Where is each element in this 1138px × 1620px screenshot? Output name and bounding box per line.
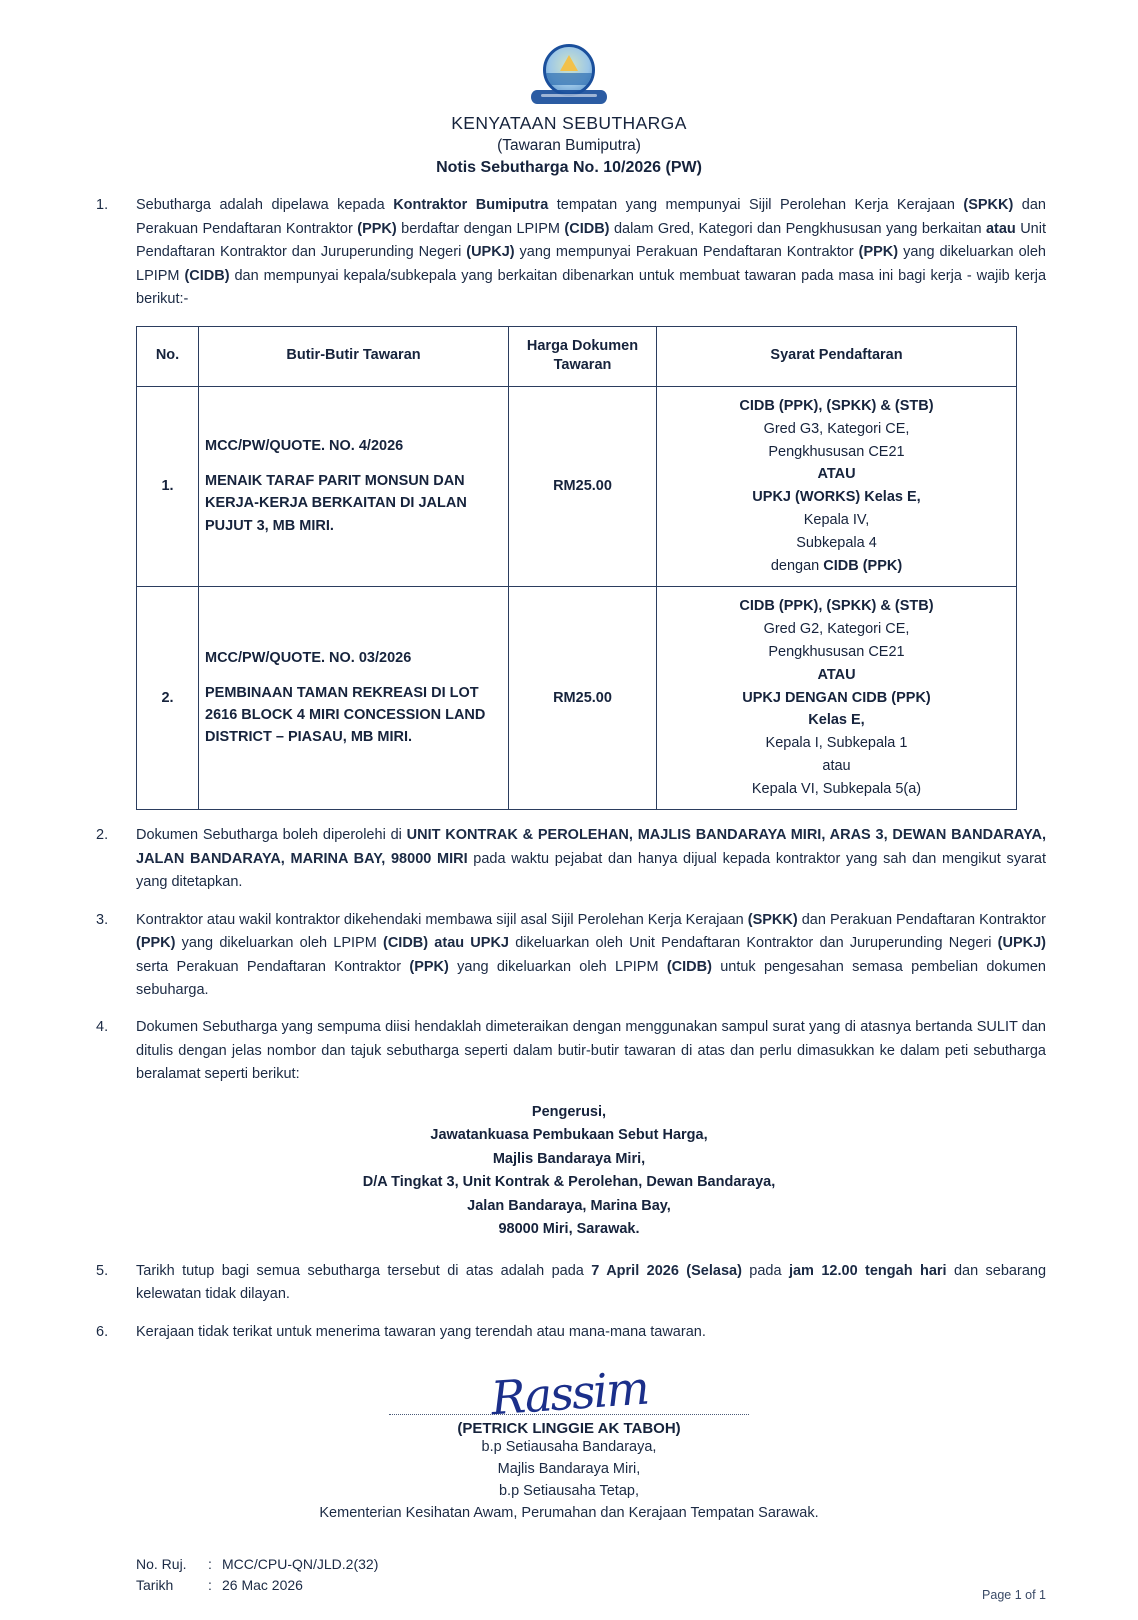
table-row (137, 586, 1017, 809)
text-run: dan Perakuan Pendaftaran Kontraktor (136, 197, 1046, 237)
crest-container (92, 44, 1046, 106)
requirement-line: CIDB (PPK), (SPKK) & (STB) (739, 397, 934, 414)
city-council-crest-icon (531, 44, 607, 106)
cell-tender-details (199, 586, 509, 809)
text-line: b.p Setiausaha Tetap, (498, 1482, 639, 1499)
date-value: 26 Mac 2026 (222, 1577, 303, 1594)
text-run: Tarikh tutup bagi semua sebutharga tersebut di atas adalah pada (136, 1262, 592, 1279)
cell-registration-requirements (657, 586, 1017, 809)
text-run: yang dikeluarkan oleh LPIPM (448, 958, 667, 975)
text-run-bold: (SPKK) (747, 911, 798, 928)
tender-description: MENAIK TARAF PARIT MONSUN DAN KERJA-KERJA BERKAITAN DI JALAN PUJUT 3, MB MIRI. (205, 472, 467, 534)
footer-date-row (136, 1575, 1046, 1596)
text-run: Dokumen Sebutharga yang sempuma diisi hendaklah dimeteraikan dengan menggunakan sampul surat yang di atasnya bertanda SULIT dan ditulis dengan jelas nombor dan tajuk sebutharga seperti dalam butir-butir tawaran di atas dan perlu dimasukkan ke dalam peti sebutharga beralamat seperti berikut: (136, 1019, 1046, 1083)
table-row (137, 386, 1017, 586)
handwritten-signature: Rassim (488, 1360, 650, 1426)
text-run-bold: Kontraktor Bumiputra (393, 197, 549, 214)
text-line: 98000 Miri, Sarawak. (498, 1221, 640, 1238)
text-run-bold: (SPKK) (963, 197, 1014, 214)
requirement-line: Gred G3, Kategori CE, (763, 420, 910, 437)
requirement-line: Kepala IV, (803, 512, 870, 529)
text-run-bold: 7 April 2026 (Selasa) (591, 1262, 742, 1279)
tender-description: PEMBINAAN TAMAN REKREASI DI LOT 2616 BLOCK 4 MIRI CONCESSION LAND DISTRICT – PIASAU, MB MIRI. (205, 684, 486, 746)
text-line: Jawatankuasa Pembukaan Sebut Harga, (430, 1127, 708, 1144)
clause-2-number: 2. (96, 827, 109, 844)
signature-area (92, 1360, 1046, 1524)
text-run-bold: (CIDB) (666, 958, 712, 975)
clause-1-text (136, 194, 1046, 311)
text-run: yang mempunyai Perakuan Pendaftaran Kontraktor (514, 244, 859, 261)
clause-6-number: 6. (96, 1323, 109, 1340)
title-line-3: Notis Sebutharga No. 10/2026 (PW) (436, 158, 702, 176)
clause-4-number: 4. (96, 1019, 109, 1036)
requirement-line: Pengkhususan CE21 (768, 643, 905, 660)
cell-row-number: 2. (137, 586, 199, 809)
text-run: dikeluarkan oleh Unit Pendaftaran Kontraktor dan Juruperunding Negeri (509, 935, 998, 952)
text-run-bold: (PPK) (858, 244, 899, 261)
text-line: Majlis Bandaraya Miri, (497, 1461, 641, 1478)
title-line-2: (Tawaran Bumiputra) (497, 136, 641, 154)
text-run: pada (741, 1262, 789, 1279)
clause-6-text (136, 1321, 1046, 1344)
tender-reference: MCC/PW/QUOTE. NO. 03/2026 (205, 650, 412, 667)
table-body (137, 386, 1017, 809)
text-line: Jalan Bandaraya, Marina Bay, (467, 1197, 671, 1214)
text-run: yang dikeluarkan oleh LPIPM (136, 244, 1046, 284)
requirement-line: UPKJ (WORKS) Kelas E, (752, 489, 921, 506)
text-run-bold: jam 12.00 tengah hari (788, 1262, 947, 1279)
footer-reference-row (136, 1554, 1046, 1575)
requirement-line: Kepala I, Subkepala 1 (765, 735, 908, 752)
page-number: Page 1 of 1 (982, 1588, 1046, 1603)
text-run: dan mempunyai kepala/subkepala yang berkaitan dibenarkan untuk membuat tawaran pada masa ini bagi kerja - wajib kerja berikut:- (136, 267, 1047, 308)
requirement-line: Gred G2, Kategori CE, (763, 620, 910, 637)
requirement-line: Subkepala 4 (796, 535, 877, 552)
title-line-1: KENYATAAN SEBUTHARGA (451, 113, 687, 133)
clause-1-number: 1. (96, 197, 109, 214)
text-run: Dokumen Sebutharga boleh diperolehi di (136, 827, 407, 844)
tender-reference: MCC/PW/QUOTE. NO. 4/2026 (205, 438, 404, 455)
signatory-titles (92, 1437, 1046, 1524)
text-run-bold: (CIDB) (564, 220, 610, 237)
text-run: serta Perakuan Pendaftaran Kontraktor (136, 958, 410, 975)
cell-tender-details (199, 386, 509, 586)
text-line: Kementerian Kesihatan Awam, Perumahan dan Kerajaan Tempatan Sarawak. (319, 1504, 819, 1521)
clause-3 (92, 909, 1046, 1003)
text-line: Majlis Bandaraya Miri, (492, 1150, 646, 1167)
text-line: D/A Tingkat 3, Unit Kontrak & Perolehan, Dewan Bandaraya, (362, 1174, 776, 1191)
table-header-row (137, 326, 1017, 386)
text-run-bold: (CIDB) atau UPKJ (383, 935, 509, 952)
text-run-bold: (PPK) (357, 220, 397, 237)
document-footer (92, 1554, 1046, 1603)
text-run: Kerajaan tidak terikat untuk menerima tawaran yang terendah atau mana-mana tawaran. (136, 1323, 706, 1340)
text-run-bold: (UPKJ) (997, 935, 1046, 952)
requirement-line: CIDB (PPK), (SPKK) & (STB) (739, 597, 934, 614)
clause-3-text (136, 909, 1046, 1003)
text-run-bold: (CIDB) (184, 267, 230, 284)
requirement-line: Pengkhususan CE21 (768, 443, 905, 460)
text-run-bold: (PPK) (409, 958, 449, 975)
text-line: Pengerusi, (531, 1103, 607, 1120)
cell-registration-requirements (657, 386, 1017, 586)
document-title-block (92, 112, 1046, 178)
col-header-no: No. (137, 326, 199, 386)
cell-document-price: RM25.00 (509, 386, 657, 586)
text-run: yang dikeluarkan oleh LPIPM (175, 935, 383, 952)
col-header-price: Harga Dokumen Tawaran (509, 326, 657, 386)
cell-row-number: 1. (137, 386, 199, 586)
clause-1 (92, 194, 1046, 311)
date-separator: : (208, 1577, 212, 1594)
clause-5-number: 5. (96, 1262, 109, 1279)
text-run: dan sebarang kelewatan tidak dilayan. (136, 1262, 1047, 1303)
text-run: tempatan yang mempunyai Sijil Perolehan Kerja Kerajaan (548, 197, 964, 214)
text-run-bold: (PPK) (136, 935, 176, 952)
reference-separator: : (208, 1556, 212, 1573)
clause-5-text (136, 1260, 1046, 1307)
col-header-item: Butir-Butir Tawaran (199, 326, 509, 386)
text-line: b.p Setiausaha Bandaraya, (481, 1439, 657, 1456)
text-run: pada waktu pejabat dan hanya dijual kepada kontraktor yang sah dan mengikut syarat yang ditetapkan. (136, 850, 1046, 891)
text-run: Sebutharga adalah dipelawa kepada (136, 197, 394, 214)
text-run: dan Perakuan Pendaftaran Kontraktor (797, 911, 1046, 928)
clause-4-text (136, 1016, 1046, 1086)
clause-2 (92, 824, 1046, 894)
reference-label: No. Ruj. (136, 1556, 187, 1573)
requirement-line: dengan CIDB (PPK) (770, 558, 903, 575)
text-run-bold: atau (985, 220, 1016, 237)
cell-document-price: RM25.00 (509, 586, 657, 809)
text-run-bold: UNIT KONTRAK & PEROLEHAN, MAJLIS BANDARAYA MIRI, ARAS 3, DEWAN BANDARAYA, JALAN BANDARAYA, MARINA BAY, 98000 MIRI (136, 827, 1046, 867)
clause-4 (92, 1016, 1046, 1086)
quotation-table (136, 326, 1017, 811)
requirement-line: ATAU (817, 466, 856, 483)
requirement-line: Kepala VI, Subkepala 5(a) (751, 781, 922, 798)
text-run: berdaftar dengan LPIPM (396, 220, 565, 237)
clause-2-text (136, 824, 1046, 894)
text-run: Unit Pendaftaran Kontraktor dan Juruperunding Negeri (136, 220, 1046, 261)
signatory-name: (PETRICK LINGGIE AK TABOH) (457, 1420, 681, 1438)
text-run: Kontraktor atau wakil kontraktor dikehendaki membawa sijil asal Sijil Perolehan Kerja Kerajaan (136, 911, 748, 928)
date-label: Tarikh (136, 1577, 174, 1594)
clause-6 (92, 1321, 1046, 1344)
requirement-line: Kelas E, (808, 712, 865, 729)
requirement-line: ATAU (817, 666, 856, 683)
requirement-line: atau (822, 758, 851, 775)
text-run: untuk pengesahan semasa pembelian dokumen sebuharga. (136, 958, 1046, 998)
text-run: dalam Gred, Kategori dan Pengkhususan yang berkaitan (609, 220, 986, 237)
requirement-line: UPKJ DENGAN CIDB (PPK) (742, 689, 931, 706)
clause-3-number: 3. (96, 911, 109, 928)
submission-address-block (92, 1101, 1046, 1242)
text-run-bold: (UPKJ) (466, 244, 515, 261)
clause-5 (92, 1260, 1046, 1307)
col-header-requirements: Syarat Pendaftaran (657, 326, 1017, 386)
reference-value: MCC/CPU-QN/JLD.2(32) (222, 1556, 379, 1573)
